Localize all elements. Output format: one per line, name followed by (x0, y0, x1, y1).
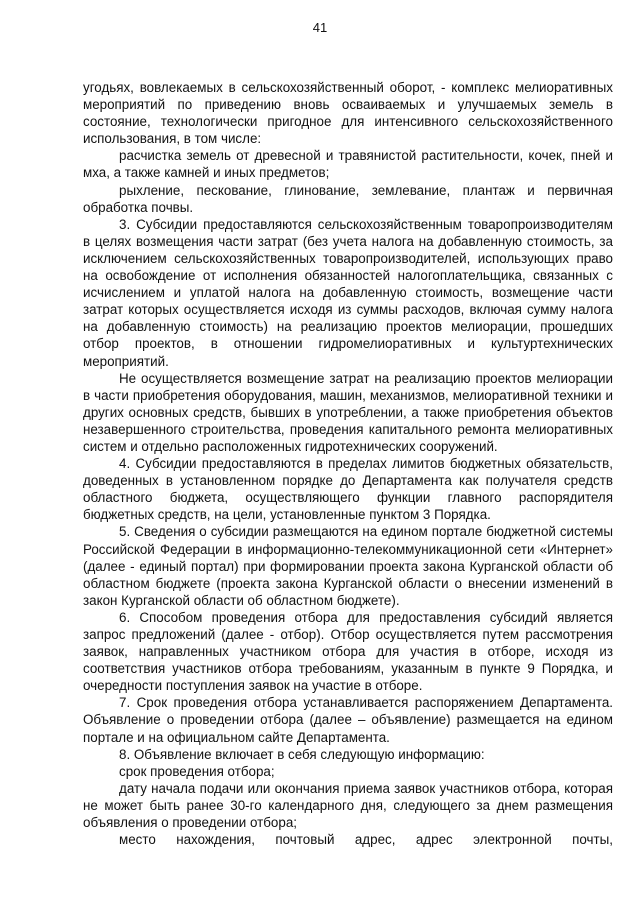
paragraph-item-5: 5. Сведения о субсидии размещаются на едином портале бюджетной системы Российской Федерации в информационно-телекоммуникационной сети «Интернет» (далее - единый портал) при формировании проекта закона Курганской области об областном бюджете (проекта закона Курганской области о внесении изменений в закон Курганской области об областном бюджете). (83, 524, 613, 608)
paragraph-item-8: 8. Объявление включает в себя следующую информацию: (119, 746, 485, 762)
paragraph-location-address: место нахождения, почтовый адрес, адрес электронной почты, (119, 832, 613, 848)
paragraph-item-4: 4. Субсидии предоставляются в пределах лимитов бюджетных обязательств, доведенных в установленном порядке до Департамента как получателя средств областного бюджета, осуществляющего функции главного распорядителя бюджетных средств, на цели, установленные пунктом 3 Порядка. (83, 456, 613, 523)
paragraph-no-reimbursement: Не осуществляется возмещение затрат на реализацию проектов мелиорации в части приобретения оборудования, машин, механизмов, мелиоративной техники и других основных средств, бывших в употреблении, а также приобретения объектов незавершенного строительства, проведения капитального ремонта мелиоративных систем и отдельно расположенных гидротехнических сооружений. (83, 370, 613, 454)
document-body (83, 79, 613, 848)
paragraph-land-clearing: расчистка земель от древесной и травянистой растительности, кочек, пней и мха, а также камней и иных предметов; (83, 148, 613, 181)
paragraph-item-6: 6. Способом проведения отбора для предоставления субсидий является запрос предложений (далее - отбор). Отбор осуществляется путем рассмотрения заявок, направленных участником отбора для участия в отборе, исходя из соответствия участников отбора требованиям, указанным в пункте 9 Порядка, и очередности поступления заявок на участие в отборе. (83, 609, 613, 694)
paragraph-soil-treatment: рыхление, пескование, глинование, землевание, плантаж и первичная обработка почвы. (83, 182, 613, 215)
page-number: 41 (312, 20, 328, 35)
paragraph-land-reclamation-complex: угодьях, вовлекаемых в сельскохозяйственный оборот, - комплекс мелиоративных мероприятий по приведению вновь осваиваемых и улучшаемых земель в состояние, технологически пригодное для интенсивного сельскохозяйственного использования, в том числе: (83, 80, 613, 147)
paragraph-item-7: 7. Срок проведения отбора устанавливается распоряжением Департамента. Объявление о проведении отбора (далее – объявление) размещается на едином портале и на официальном сайте Департамента. (83, 695, 613, 745)
paragraph-application-dates: дату начала подачи или окончания приема заявок участников отбора, которая не может быть ранее 30-го календарного дня, следующего за днем размещения объявления о проведении отбора; (83, 780, 613, 831)
paragraph-item-3: 3. Субсидии предоставляются сельскохозяйственным товаропроизводителям в целях возмещения части затрат (без учета налога на добавленную стоимость, за исключением сельскохозяйственных товаропроизводителей, использующих право на освобождение от исполнения обязанностей налогоплательщика, связанных с исчислением и уплатой налога на добавленную стоимость, возмещение части затрат которых осуществляется исходя из суммы расходов, включая сумму налога на добавленную стоимость) на реализацию проектов мелиорации, прошедших отбор проектов, в отношении гидромелиоративных и культуртехнических мероприятий. (83, 216, 613, 369)
paragraph-selection-period: срок проведения отбора; (119, 763, 275, 779)
